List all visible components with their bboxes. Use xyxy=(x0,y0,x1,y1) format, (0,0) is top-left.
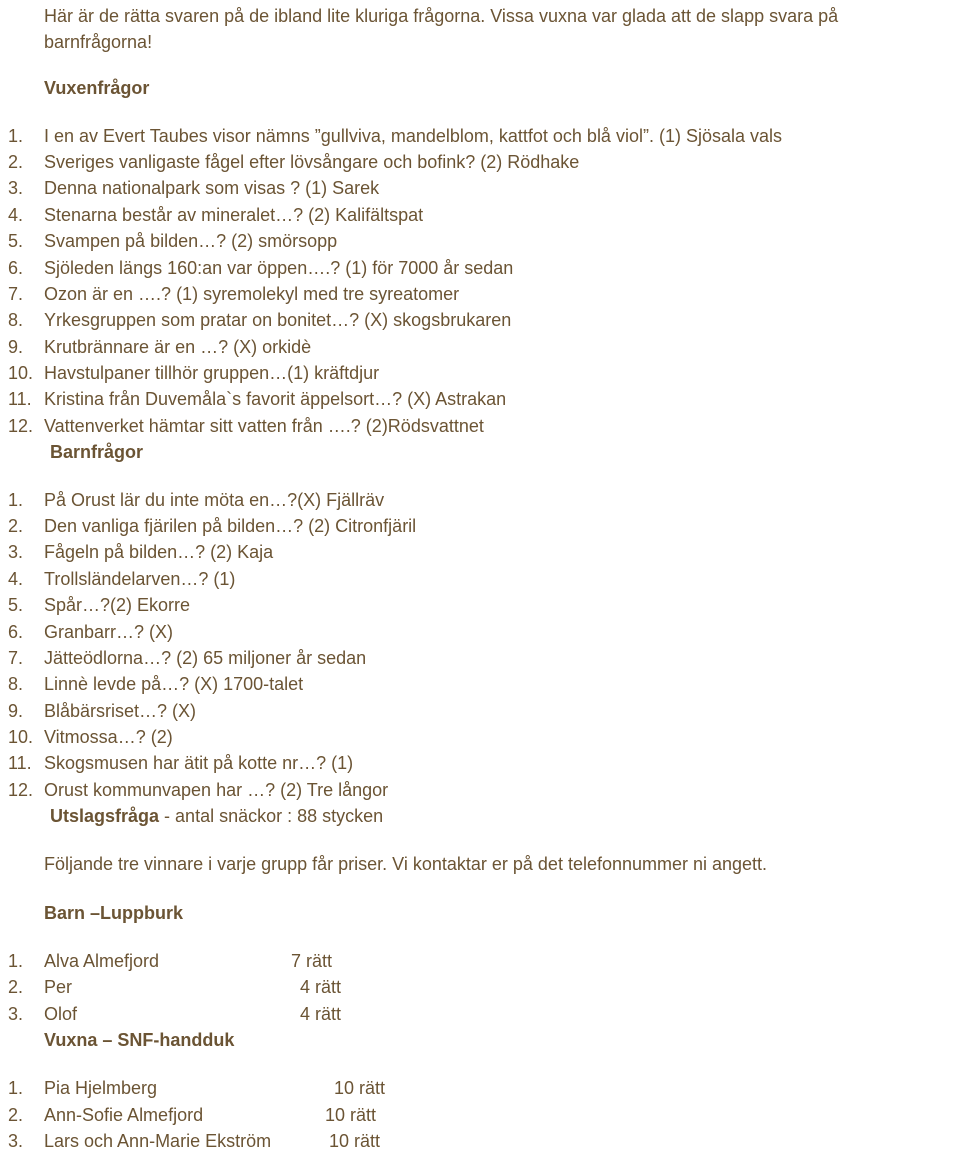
item-number: 5. xyxy=(8,231,24,251)
item-number: 11. xyxy=(8,753,32,773)
kids-questions-heading: Barnfrågor xyxy=(50,442,144,462)
winner-name: Per xyxy=(44,977,73,997)
item-number: 12. xyxy=(8,780,34,800)
item-number: 7. xyxy=(8,648,24,668)
tiebreak-text: - antal snäckor : 88 stycken xyxy=(159,806,384,826)
item-text: I en av Evert Taubes visor nämns ”gullviva, mandelblom, kattfot och blå viol”. (1) Sjösala vals xyxy=(44,126,782,146)
item-number: 8. xyxy=(8,310,24,330)
intro-line-1: Här är de rätta svaren på de ibland lite kluriga frågorna. Vissa vuxna var glada att de slapp svara på xyxy=(44,6,839,26)
item-text: Sjöleden längs 160:an var öppen….? (1) för 7000 år sedan xyxy=(44,258,514,278)
item-text: Ozon är en ….? (1) syremolekyl med tre syreatomer xyxy=(44,284,460,304)
item-text: Vitmossa…? (2) xyxy=(44,727,173,747)
item-number: 12. xyxy=(8,416,34,436)
adult-questions-heading: Vuxenfrågor xyxy=(44,78,150,98)
item-text: Stenarna består av mineralet…? (2) Kalifältspat xyxy=(44,205,424,225)
item-number: 7. xyxy=(8,284,24,304)
item-number: 4. xyxy=(8,205,24,225)
winner-score: 10 rätt xyxy=(334,1078,386,1098)
item-number: 1. xyxy=(8,490,24,510)
item-text: Linnè levde på…? (X) 1700-talet xyxy=(44,674,304,694)
item-number: 3. xyxy=(8,1131,24,1151)
item-number: 9. xyxy=(8,337,24,357)
item-text: Skogsmusen har ätit på kotte nr…? (1) xyxy=(44,753,354,773)
item-text: Blåbärsriset…? (X) xyxy=(44,701,197,721)
item-number: 8. xyxy=(8,674,24,694)
item-number: 1. xyxy=(8,951,24,971)
item-text: Yrkesgruppen som pratar on bonitet…? (X) skogsbrukaren xyxy=(44,310,512,330)
item-number: 11. xyxy=(8,389,32,409)
item-number: 3. xyxy=(8,542,24,562)
item-number: 6. xyxy=(8,622,24,642)
item-number: 1. xyxy=(8,126,24,146)
item-number: 2. xyxy=(8,1105,24,1125)
winner-name: Olof xyxy=(44,1004,78,1024)
item-number: 5. xyxy=(8,595,24,615)
item-text: Granbarr…? (X) xyxy=(44,622,174,642)
item-text: Fågeln på bilden…? (2) Kaja xyxy=(44,542,274,562)
item-number: 2. xyxy=(8,152,24,172)
winner-score: 7 rätt xyxy=(291,951,333,971)
winner-name: Alva Almefjord xyxy=(44,951,160,971)
intro-line-2: barnfrågorna! xyxy=(44,32,153,52)
item-text: Kristina från Duvemåla`s favorit äppelsort…? (X) Astrakan xyxy=(44,389,507,409)
item-text: Vattenverket hämtar sitt vatten från ….? (2)Rödsvattnet xyxy=(44,416,484,436)
item-text: Krutbrännare är en …? (X) orkidè xyxy=(44,337,312,357)
item-number: 6. xyxy=(8,258,24,278)
item-text: Trollsländelarven…? (1) xyxy=(44,569,236,589)
winner-score: 10 rätt xyxy=(325,1105,377,1125)
item-number: 9. xyxy=(8,701,24,721)
item-number: 3. xyxy=(8,178,24,198)
item-number: 1. xyxy=(8,1078,24,1098)
tiebreak-line xyxy=(50,805,383,827)
prize-note: Följande tre vinnare i varje grupp får priser. Vi kontaktar er på det telefonnummer ni angett. xyxy=(44,854,768,874)
item-number: 2. xyxy=(8,977,24,997)
item-text: Den vanliga fjärilen på bilden…? (2) Citronfjäril xyxy=(44,516,417,536)
kids-winners-heading: Barn –Luppburk xyxy=(44,903,184,923)
item-number: 4. xyxy=(8,569,24,589)
winner-name: Pia Hjelmberg xyxy=(44,1078,158,1098)
item-text: Orust kommunvapen har …? (2) Tre långor xyxy=(44,780,389,800)
item-number: 2. xyxy=(8,516,24,536)
item-text: På Orust lär du inte möta en…?(X) Fjällräv xyxy=(44,490,385,510)
tiebreak-label: Utslagsfråga xyxy=(50,806,160,826)
item-number: 10. xyxy=(8,363,34,383)
item-text: Havstulpaner tillhör gruppen…(1) kräftdjur xyxy=(44,363,380,383)
winner-name: Lars och Ann-Marie Ekström xyxy=(44,1131,272,1151)
winner-score: 4 rätt xyxy=(300,977,342,997)
item-text: Denna nationalpark som visas ? (1) Sarek xyxy=(44,178,380,198)
item-text: Jätteödlorna…? (2) 65 miljoner år sedan xyxy=(44,648,367,668)
adult-winners-heading: Vuxna – SNF-handduk xyxy=(44,1030,235,1050)
winner-score: 10 rätt xyxy=(329,1131,381,1151)
item-number: 10. xyxy=(8,727,34,747)
item-text: Spår…?(2) Ekorre xyxy=(44,595,191,615)
item-text: Sveriges vanligaste fågel efter lövsångare och bofink? (2) Rödhake xyxy=(44,152,580,172)
item-number: 3. xyxy=(8,1004,24,1024)
item-text: Svampen på bilden…? (2) smörsopp xyxy=(44,231,338,251)
winner-score: 4 rätt xyxy=(300,1004,342,1024)
winner-name: Ann-Sofie Almefjord xyxy=(44,1105,204,1125)
